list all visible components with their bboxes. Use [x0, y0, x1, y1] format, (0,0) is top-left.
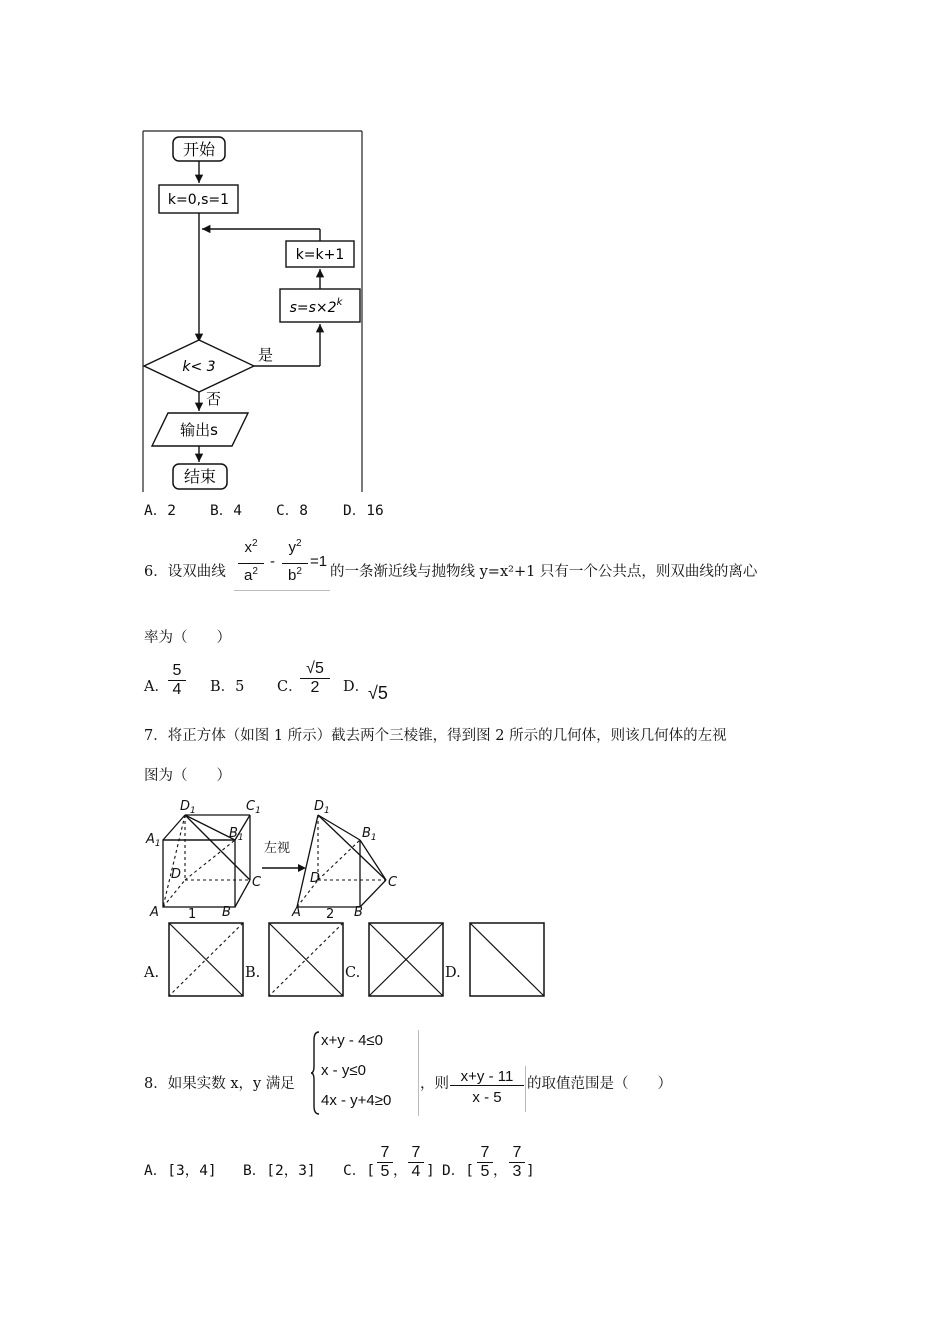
label2-a: A [292, 905, 301, 920]
q6-option-c-fraction: √5 2 [300, 660, 330, 697]
q8-option-a: A．[3，4] [144, 1163, 217, 1179]
label2-d: D [310, 871, 321, 886]
flow-end-label: 结束 [183, 467, 217, 486]
label-c1: $C_1$ [246, 799, 261, 816]
label-a: A [150, 905, 159, 920]
q6-option-d-value: √5 [368, 683, 388, 703]
q8-constraint-1: x+y - 4≤0 [321, 1032, 384, 1049]
flow-init-label: k=0,s=1 [167, 192, 230, 208]
q6-prefix: 6．设双曲线 [144, 564, 226, 580]
q7-option-d-view [469, 922, 547, 998]
q6-line2: 率为（ ） [144, 630, 231, 646]
label2-b: B [354, 905, 363, 920]
q8-option-d-frac1: 7 5 [477, 1144, 493, 1181]
q8-option-c-close: ] [426, 1163, 435, 1179]
q5-option-b: B．4 [210, 503, 242, 519]
q6-suffix: 的一条渐近线与抛物线 y=x²+1 只有一个公共点，则双曲线的离心 [330, 564, 758, 580]
flow-start-label: 开始 [182, 140, 216, 159]
q8-option-d-frac2: 7 3 [509, 1144, 525, 1181]
q8-constraint-system [310, 1030, 420, 1116]
q8-option-b: B．[2，3] [243, 1163, 316, 1179]
figure1-caption: 1 [188, 907, 197, 921]
q8-option-c-label: C．[ [343, 1163, 375, 1179]
flow-increment-label: k=k+1 [295, 247, 345, 263]
q6-frac2-num: y [288, 539, 296, 556]
q5-option-c: C．8 [276, 503, 308, 519]
q7-line2: 图为（ ） [144, 768, 231, 784]
q7-line1: 7．将正方体（如图 1 所示）截去两个三棱锥，得到图 2 所示的几何体，则该几何体的左视 [144, 728, 727, 744]
q7-option-a-label: A. [144, 965, 160, 981]
label2-b1: $B_1$ [362, 826, 377, 843]
q8-prefix: 8．如果实数 x，y 满足 [144, 1076, 295, 1092]
q7-option-b-view [268, 922, 346, 998]
label-d: D [171, 867, 182, 882]
flow-condition-label: k< 3 [182, 359, 216, 375]
q8-mid: ，则 [420, 1076, 449, 1092]
q5-option-a: A．2 [144, 503, 176, 519]
label-b1: $B_1$ [229, 826, 244, 843]
q8-target-fraction: x+y - 11 x - 5 [450, 1068, 524, 1106]
q6-equals: =1 [310, 553, 328, 570]
q6-frac2-den: b [288, 567, 297, 584]
arrow-label: 左视 [264, 841, 291, 856]
q8-option-c-comma: ， [393, 1163, 408, 1179]
q7-option-a-view [168, 922, 246, 998]
q6-minus: - [270, 553, 275, 570]
flow-yes-label: 是 [258, 346, 274, 364]
q8-option-d-comma: ， [493, 1163, 508, 1179]
q7-option-b-label: B. [245, 965, 261, 981]
flow-assign-label: $s=s\times 2^k$ [289, 297, 343, 316]
figure2-caption: 2 [326, 907, 335, 921]
label2-c: C [388, 875, 398, 890]
q5-option-d: D．16 [343, 503, 384, 519]
flow-output-label: 输出s [180, 421, 218, 439]
label-a1: $A_1$ [146, 832, 161, 849]
q7-cube-figures [140, 795, 400, 921]
q6-option-b: B．5 [210, 679, 245, 695]
q8-option-c-frac1: 7 5 [377, 1144, 393, 1181]
label-c: C [252, 875, 262, 890]
flowchart [140, 128, 366, 494]
q7-option-c-view [368, 922, 446, 998]
q8-constraint-3: 4x - y+4≥0 [321, 1092, 392, 1109]
q6-frac1-num: x [244, 539, 252, 556]
q8-option-d-close: ] [526, 1163, 535, 1179]
q6-hyperbola-equation: $x^2$ $a^2$ - $y^2$ $b^2$ =1 [234, 536, 330, 591]
q8-suffix: 的取值范围是（ ） [527, 1076, 672, 1092]
label-b: B [222, 905, 231, 920]
q8-option-d-label: D．[ [442, 1163, 474, 1179]
q8-constraint-2: x - y≤0 [321, 1062, 366, 1079]
q6-option-a-label: A． [144, 679, 169, 695]
q7-option-d-label: D. [445, 965, 461, 981]
q6-option-a-fraction: 5 4 [168, 662, 186, 699]
q6-option-d-label: D． [343, 679, 370, 695]
label2-d1: $D_1$ [314, 799, 330, 816]
q6-option-c-label: C． [277, 679, 303, 695]
label-d1: $D_1$ [180, 799, 196, 816]
q7-option-c-label: C. [345, 965, 361, 981]
q6-frac1-den: a [244, 567, 253, 584]
q8-option-c-frac2: 7 4 [408, 1144, 424, 1181]
flow-no-label: 否 [206, 390, 222, 408]
